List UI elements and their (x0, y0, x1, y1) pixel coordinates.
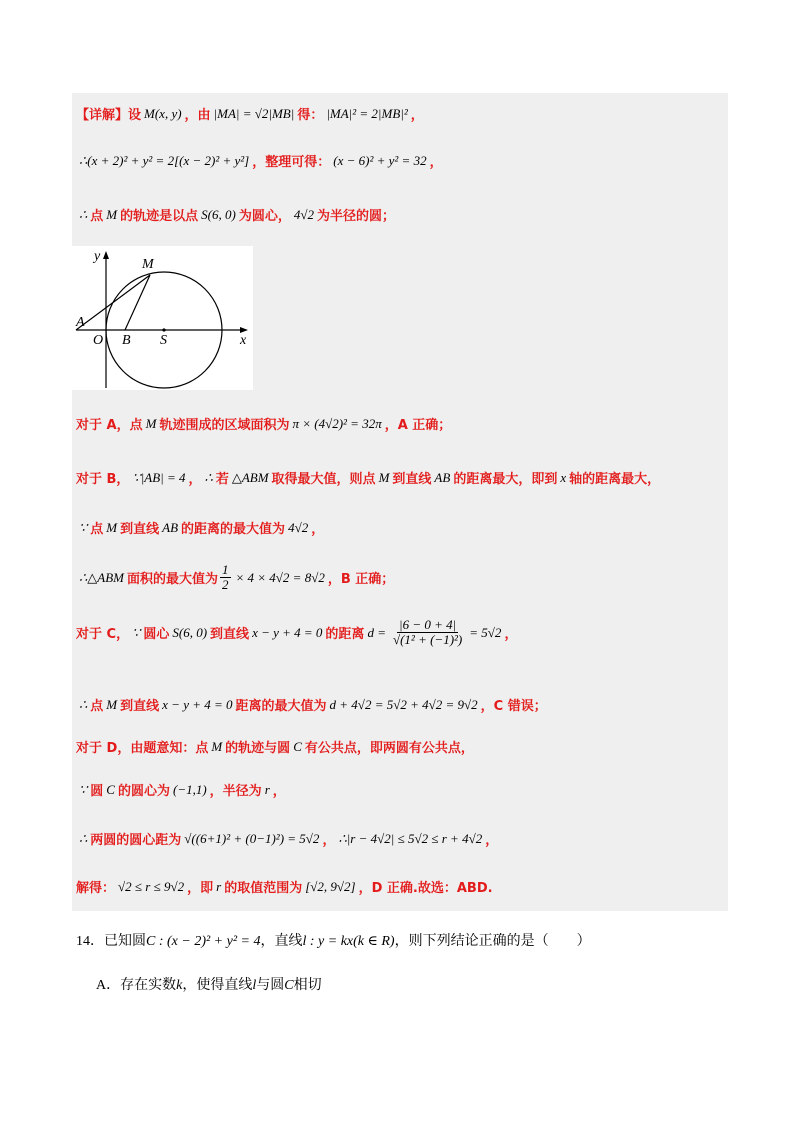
math: ∵ (79, 519, 88, 535)
text: 的取值范围为 (224, 881, 303, 896)
text: 到直线 (210, 627, 250, 642)
math: [√2, 9√2] (305, 878, 356, 894)
detail-line-6 (76, 518, 324, 537)
math: C : (x − 2)² + y² = 4 (146, 934, 261, 949)
math: ∴ (79, 830, 88, 846)
option-a (96, 974, 322, 994)
text: 的距离 (325, 627, 365, 642)
math: C (293, 738, 302, 754)
math: △ABM (231, 469, 269, 485)
text: ，C 错误； (480, 699, 547, 714)
text: 对于 C， (76, 627, 130, 642)
question-14 (76, 930, 591, 950)
point-b-label: B (122, 333, 131, 348)
text: A．存在实数 (96, 978, 177, 993)
detail-line-3 (76, 205, 395, 224)
math: 4√2 (288, 519, 309, 535)
fraction-numerator: |6 − 0 + 4| (399, 617, 457, 632)
y-label: y (94, 249, 101, 264)
text: 到直线 (120, 522, 160, 537)
text: ， (485, 833, 499, 848)
fraction (220, 563, 231, 592)
math: l (252, 978, 257, 993)
text: ，D 正确.故选：ABD. (358, 881, 493, 896)
math: (x − 6)² + y² = 32 (333, 152, 427, 168)
detail-line-8 (76, 618, 517, 647)
math: √2 ≤ r ≤ 9√2 (118, 878, 185, 894)
text: 取得最大值，则点 (271, 472, 376, 487)
text: 圆心 (143, 627, 170, 642)
text: 为半径的圆； (316, 209, 395, 224)
detail-line-4 (76, 414, 451, 433)
x-label: x (240, 333, 247, 348)
text: ，使得直线 (182, 978, 253, 993)
detail-line-11 (76, 780, 286, 799)
text: 点 (90, 522, 104, 537)
text: 与圆 (256, 978, 285, 993)
text: 的轨迹与圆 (225, 741, 291, 756)
fraction-denominator: √(1² + (−1)²) (392, 632, 463, 647)
math: |MA|² = 2|MB|² (326, 105, 408, 121)
math: C (106, 781, 115, 797)
text: ， (322, 833, 336, 848)
text: ，半径为 (209, 784, 262, 799)
math: d + 4√2 = 5√2 + 4√2 = 9√2 (329, 696, 478, 712)
math: r (216, 878, 222, 894)
figure-svg (72, 246, 253, 390)
point-a-label: A (76, 315, 85, 330)
segment-ma (76, 275, 150, 330)
math: l : y = kx(k ∈ R) (302, 934, 395, 949)
circle-figure (72, 246, 253, 390)
text: ， (429, 155, 443, 170)
text: 点 (90, 699, 104, 714)
text: ， (410, 108, 424, 123)
text: 到直线 (120, 699, 160, 714)
text: 圆 (90, 784, 104, 799)
math: x − y + 4 = 0 (252, 624, 323, 640)
question-number: 14．已知圆 (76, 934, 146, 949)
detail-line-13 (76, 877, 493, 896)
text: 若 (215, 472, 229, 487)
text: 轴的距离最大， (569, 472, 661, 487)
math: × 4 × 4√2 = 8√2 (235, 569, 325, 585)
detail-line-7 (76, 563, 394, 592)
fraction (391, 618, 464, 647)
center-point (162, 328, 165, 331)
y-axis-arrow (103, 251, 109, 259)
math: S(6, 0) (172, 624, 208, 640)
math: ∴ (204, 469, 213, 485)
text: ，B 正确； (327, 572, 395, 587)
math: ∴ (79, 206, 88, 222)
text: 对于 A，点 (76, 418, 143, 433)
math: ∴(x + 2)² + y² = 2[(x − 2)² + y²] (79, 152, 250, 168)
math: ∵|AB| = 4 (132, 469, 186, 485)
math: ∴ (79, 696, 88, 712)
text: ，整理可得： (252, 155, 331, 170)
text: 面积的最大值为 (126, 572, 218, 587)
math: d = (367, 624, 386, 640)
text: 轨迹围成的区域面积为 (159, 418, 290, 433)
fraction-numerator: 1 (222, 562, 229, 577)
text: 相切 (293, 978, 322, 993)
math: M (378, 469, 390, 485)
text: ，即 (187, 881, 214, 896)
text: 的圆心为 (117, 784, 170, 799)
detail-tag: 【详解】设 (76, 108, 142, 123)
math: |MA| = √2|MB| (213, 105, 295, 121)
text: ， (188, 472, 202, 487)
math: r (264, 781, 270, 797)
math: AB (434, 469, 451, 485)
text: ，由 (184, 108, 211, 123)
text: 为圆心， (238, 209, 291, 224)
math: M (106, 696, 118, 712)
math: C (284, 978, 294, 993)
math: x (560, 469, 567, 485)
math: ∵ (79, 781, 88, 797)
text: 的距离最大，即到 (453, 472, 558, 487)
math: k (176, 978, 183, 993)
text: 对于 B， (76, 472, 130, 487)
text: ， (311, 522, 325, 537)
text: 距离的最大值为 (235, 699, 327, 714)
point-o-label: O (93, 333, 104, 348)
text: ，直线 (260, 934, 303, 949)
math: M (106, 206, 118, 222)
text: ， (272, 784, 286, 799)
text: 解得： (76, 881, 116, 896)
detail-line-1 (76, 104, 424, 123)
math: ∴△ABM (79, 569, 124, 585)
detail-line-5 (76, 468, 660, 487)
text: ， (504, 627, 518, 642)
text: 得： (297, 108, 324, 123)
math: 4√2 (293, 206, 314, 222)
text: 的距离的最大值为 (181, 522, 286, 537)
math: S(6, 0) (201, 206, 236, 222)
text: 有公共点，即两圆有公共点， (304, 741, 474, 756)
text: 点 (90, 209, 104, 224)
detail-line-2 (76, 151, 443, 170)
text: 的轨迹是以点 (120, 209, 199, 224)
math: = 5√2 (469, 624, 502, 640)
math: M (211, 738, 223, 754)
detail-line-9 (76, 695, 547, 714)
detail-line-12 (76, 829, 498, 848)
math: M(x, y) (144, 105, 182, 121)
math: ∵ (132, 624, 141, 640)
math: √((6+1)² + (0−1)²) = 5√2 (184, 830, 320, 846)
math: π × (4√2)² = 32π (292, 415, 382, 431)
math: (−1,1) (172, 781, 207, 797)
fraction-denominator: 2 (222, 577, 229, 592)
detail-line-10 (76, 737, 474, 756)
math: ∴|r − 4√2| ≤ 5√2 ≤ r + 4√2 (338, 830, 483, 846)
text: 对于 D，由题意知：点 (76, 741, 209, 756)
text: 两圆的圆心距为 (90, 833, 182, 848)
text: ，A 正确； (384, 418, 452, 433)
math: M (145, 415, 157, 431)
math: M (106, 519, 118, 535)
point-m-label: M (142, 257, 154, 272)
text: ，则下列结论正确的是（ ） (394, 934, 591, 949)
text: 到直线 (392, 472, 432, 487)
math: x − y + 4 = 0 (162, 696, 233, 712)
point-s-label: S (160, 333, 167, 348)
math: AB (162, 519, 179, 535)
